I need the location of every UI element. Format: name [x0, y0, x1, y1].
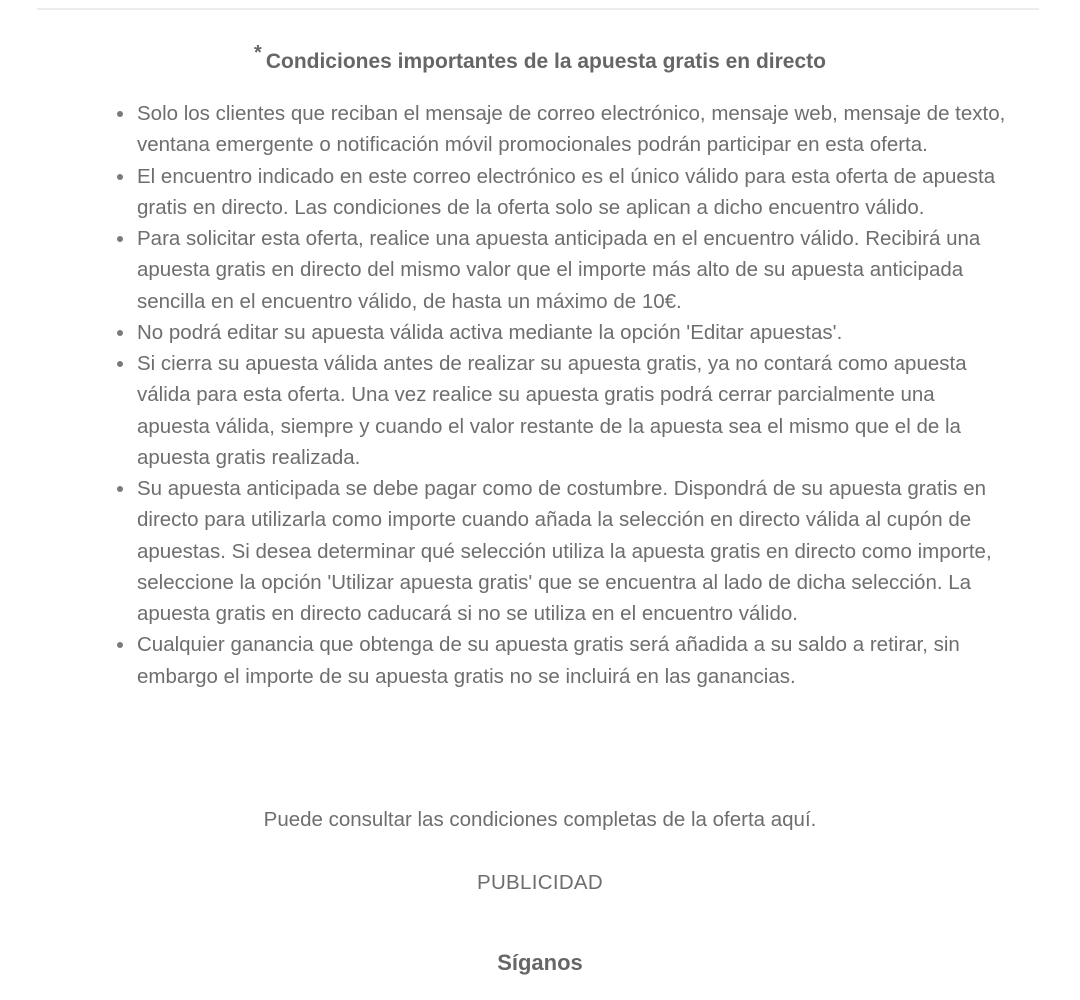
terms-item: Su apuesta anticipada se debe pagar como de costumbre. Dispondrá de su apuesta gratis en directo para utilizarla como importe cuando añada la selección en directo válida al cupón de apuestas. Si desea determinar qué selección utiliza la apuesta gratis en directo como importe, seleccione la opción 'Utilizar apuesta gratis' que se encuentra al lado de dicha selección. La apuesta gratis en directo caducará si no se utiliza en el encuentro válido.: [137, 473, 1007, 629]
terms-item: El encuentro indicado en este correo electrónico es el único válido para esta oferta de apuesta gratis en directo. Las condiciones de la oferta solo se aplican a dicho encuentro válido.: [137, 161, 1007, 224]
terms-item: Para solicitar esta oferta, realice una apuesta anticipada en el encuentro válido. Recibirá una apuesta gratis en directo del mismo valor que el importe más alto de su apuesta anticipada sencilla en el encuentro válido, de hasta un máximo de 10€.: [137, 223, 1007, 317]
terms-asterisk: *: [254, 42, 262, 64]
full-terms-text: Puede consultar las condiciones completas de la oferta: [263, 808, 771, 831]
terms-item: No podrá editar su apuesta válida activa mediante la opción 'Editar apuestas'.: [137, 317, 1007, 348]
advertising-label: PUBLICIDAD: [476, 871, 604, 894]
terms-item: Solo los clientes que reciban el mensaje de correo electrónico, mensaje web, mensaje de texto, ventana emergente o notificación móvil promocionales podrán participar en esta oferta.: [137, 98, 1007, 161]
top-divider: [37, 8, 1039, 10]
terms-item: Si cierra su apuesta válida antes de realizar su apuesta gratis, ya no contará como apuesta válida para esta oferta. Una vez realice su apuesta gratis podrá cerrar parcialmente una apuesta válida, siempre y cuando el valor restante de la apuesta sea el mismo que el de la apuesta gratis realizada.: [137, 348, 1007, 473]
terms-title: [0, 44, 1080, 80]
terms-item: Cualquier ganancia que obtenga de su apuesta gratis será añadida a su saldo a retirar, sin embargo el importe de su apuesta gratis no se incluirá en las ganancias.: [137, 629, 1007, 692]
full-terms-link[interactable]: aquí: [770, 808, 811, 831]
full-terms-note: [0, 804, 1080, 836]
full-terms-suffix: .: [810, 808, 817, 831]
terms-title-text: Condiciones importantes de la apuesta gratis en directo: [265, 50, 826, 73]
follow-us-heading: Síganos: [497, 950, 583, 975]
terms-list: [137, 98, 1007, 692]
